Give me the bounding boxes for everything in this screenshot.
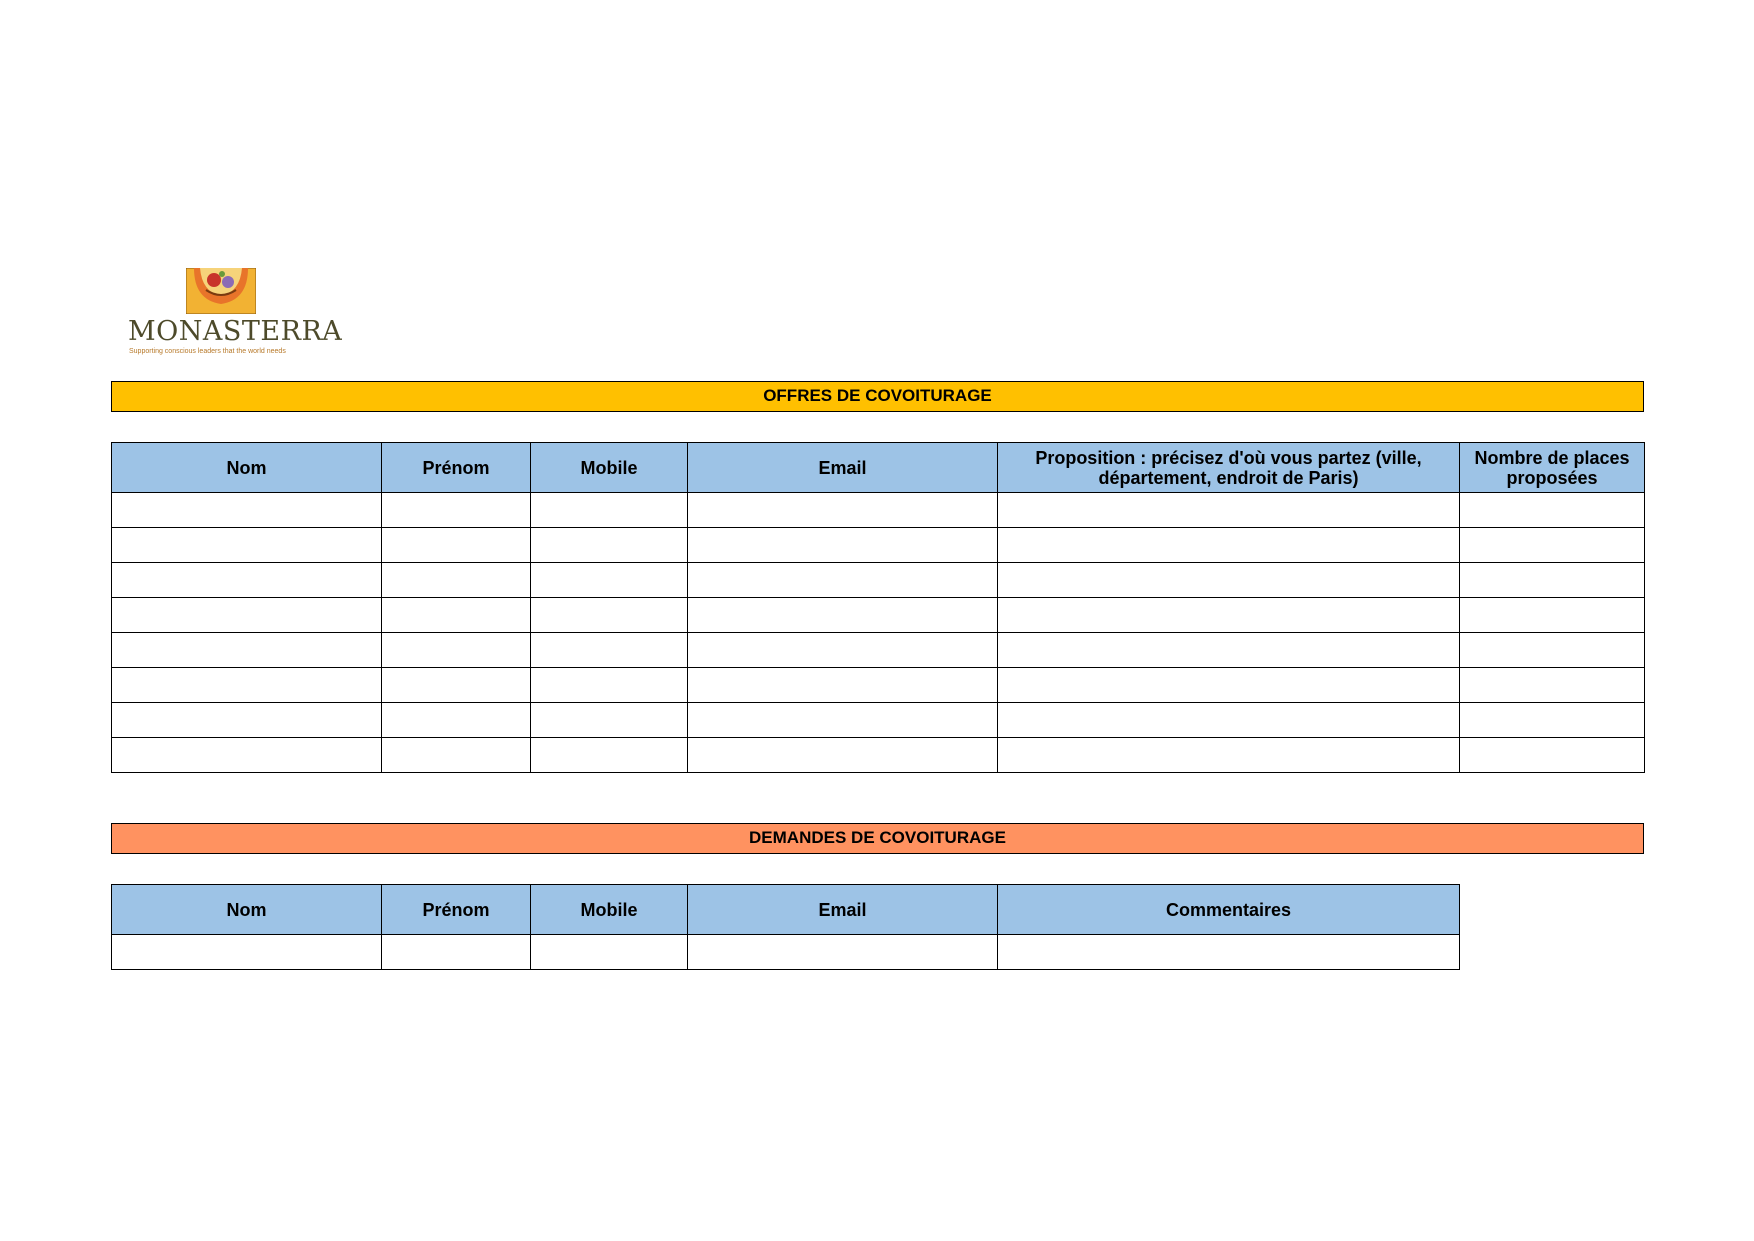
table-cell[interactable] xyxy=(531,598,688,633)
table-cell[interactable] xyxy=(688,703,998,738)
demandes-col-nom: Nom xyxy=(112,885,382,935)
table-cell[interactable] xyxy=(112,738,382,773)
table-cell[interactable] xyxy=(998,633,1460,668)
demandes-col-email: Email xyxy=(688,885,998,935)
table-cell[interactable] xyxy=(112,668,382,703)
table-cell[interactable] xyxy=(688,668,998,703)
table-cell[interactable] xyxy=(998,935,1460,970)
table-cell[interactable] xyxy=(382,738,531,773)
table-row xyxy=(112,935,1460,970)
table-row xyxy=(112,493,1645,528)
offres-col-places: Nombre de places proposées xyxy=(1460,443,1645,493)
demandes-header-row xyxy=(112,885,1460,935)
table-cell[interactable] xyxy=(382,598,531,633)
table-cell[interactable] xyxy=(531,738,688,773)
table-cell[interactable] xyxy=(998,703,1460,738)
table-cell[interactable] xyxy=(998,563,1460,598)
table-row xyxy=(112,703,1645,738)
demandes-section-title: DEMANDES DE COVOITURAGE xyxy=(111,823,1644,854)
table-cell[interactable] xyxy=(998,738,1460,773)
table-row xyxy=(112,738,1645,773)
monasterra-logo xyxy=(126,268,343,360)
table-cell[interactable] xyxy=(531,493,688,528)
demandes-col-prenom: Prénom xyxy=(382,885,531,935)
table-row xyxy=(112,528,1645,563)
offres-table xyxy=(111,442,1645,773)
table-cell[interactable] xyxy=(1460,738,1645,773)
offres-col-nom: Nom xyxy=(112,443,382,493)
table-row xyxy=(112,633,1645,668)
demandes-table xyxy=(111,884,1460,970)
table-cell[interactable] xyxy=(688,935,998,970)
table-cell[interactable] xyxy=(688,493,998,528)
table-cell[interactable] xyxy=(382,703,531,738)
table-cell[interactable] xyxy=(1460,598,1645,633)
table-cell[interactable] xyxy=(531,528,688,563)
table-cell[interactable] xyxy=(112,528,382,563)
table-cell[interactable] xyxy=(112,598,382,633)
offres-col-email: Email xyxy=(688,443,998,493)
logo-tagline: Supporting conscious leaders that the world needs xyxy=(129,348,286,355)
table-row xyxy=(112,563,1645,598)
table-cell[interactable] xyxy=(112,703,382,738)
table-cell[interactable] xyxy=(382,493,531,528)
offres-section-title: OFFRES DE COVOITURAGE xyxy=(111,381,1644,412)
table-cell[interactable] xyxy=(998,493,1460,528)
offres-header-row xyxy=(112,443,1645,493)
table-cell[interactable] xyxy=(382,668,531,703)
table-cell[interactable] xyxy=(112,563,382,598)
table-cell[interactable] xyxy=(688,563,998,598)
logo-wordmark: MONASTERRA xyxy=(128,316,343,347)
table-cell[interactable] xyxy=(998,528,1460,563)
table-cell[interactable] xyxy=(688,528,998,563)
demandes-col-commentaires: Commentaires xyxy=(998,885,1460,935)
table-cell[interactable] xyxy=(382,528,531,563)
table-cell[interactable] xyxy=(531,703,688,738)
table-cell[interactable] xyxy=(688,598,998,633)
offres-col-prenom: Prénom xyxy=(382,443,531,493)
table-cell[interactable] xyxy=(688,633,998,668)
table-cell[interactable] xyxy=(1460,668,1645,703)
table-cell[interactable] xyxy=(382,563,531,598)
table-cell[interactable] xyxy=(382,935,531,970)
demandes-col-mobile: Mobile xyxy=(531,885,688,935)
monasterra-emblem-icon xyxy=(186,268,256,314)
table-cell[interactable] xyxy=(1460,703,1645,738)
table-cell[interactable] xyxy=(1460,528,1645,563)
table-row xyxy=(112,668,1645,703)
table-cell[interactable] xyxy=(531,563,688,598)
table-cell[interactable] xyxy=(531,633,688,668)
table-cell[interactable] xyxy=(1460,633,1645,668)
table-row xyxy=(112,598,1645,633)
table-cell[interactable] xyxy=(688,738,998,773)
offres-col-mobile: Mobile xyxy=(531,443,688,493)
table-cell[interactable] xyxy=(531,935,688,970)
table-cell[interactable] xyxy=(531,668,688,703)
offres-col-proposition: Proposition : précisez d'où vous partez (ville, département, endroit de Paris) xyxy=(998,443,1460,493)
table-cell[interactable] xyxy=(112,493,382,528)
table-cell[interactable] xyxy=(1460,563,1645,598)
table-cell[interactable] xyxy=(112,633,382,668)
table-cell[interactable] xyxy=(998,668,1460,703)
table-cell[interactable] xyxy=(998,598,1460,633)
table-cell[interactable] xyxy=(1460,493,1645,528)
table-cell[interactable] xyxy=(382,633,531,668)
table-cell[interactable] xyxy=(112,935,382,970)
